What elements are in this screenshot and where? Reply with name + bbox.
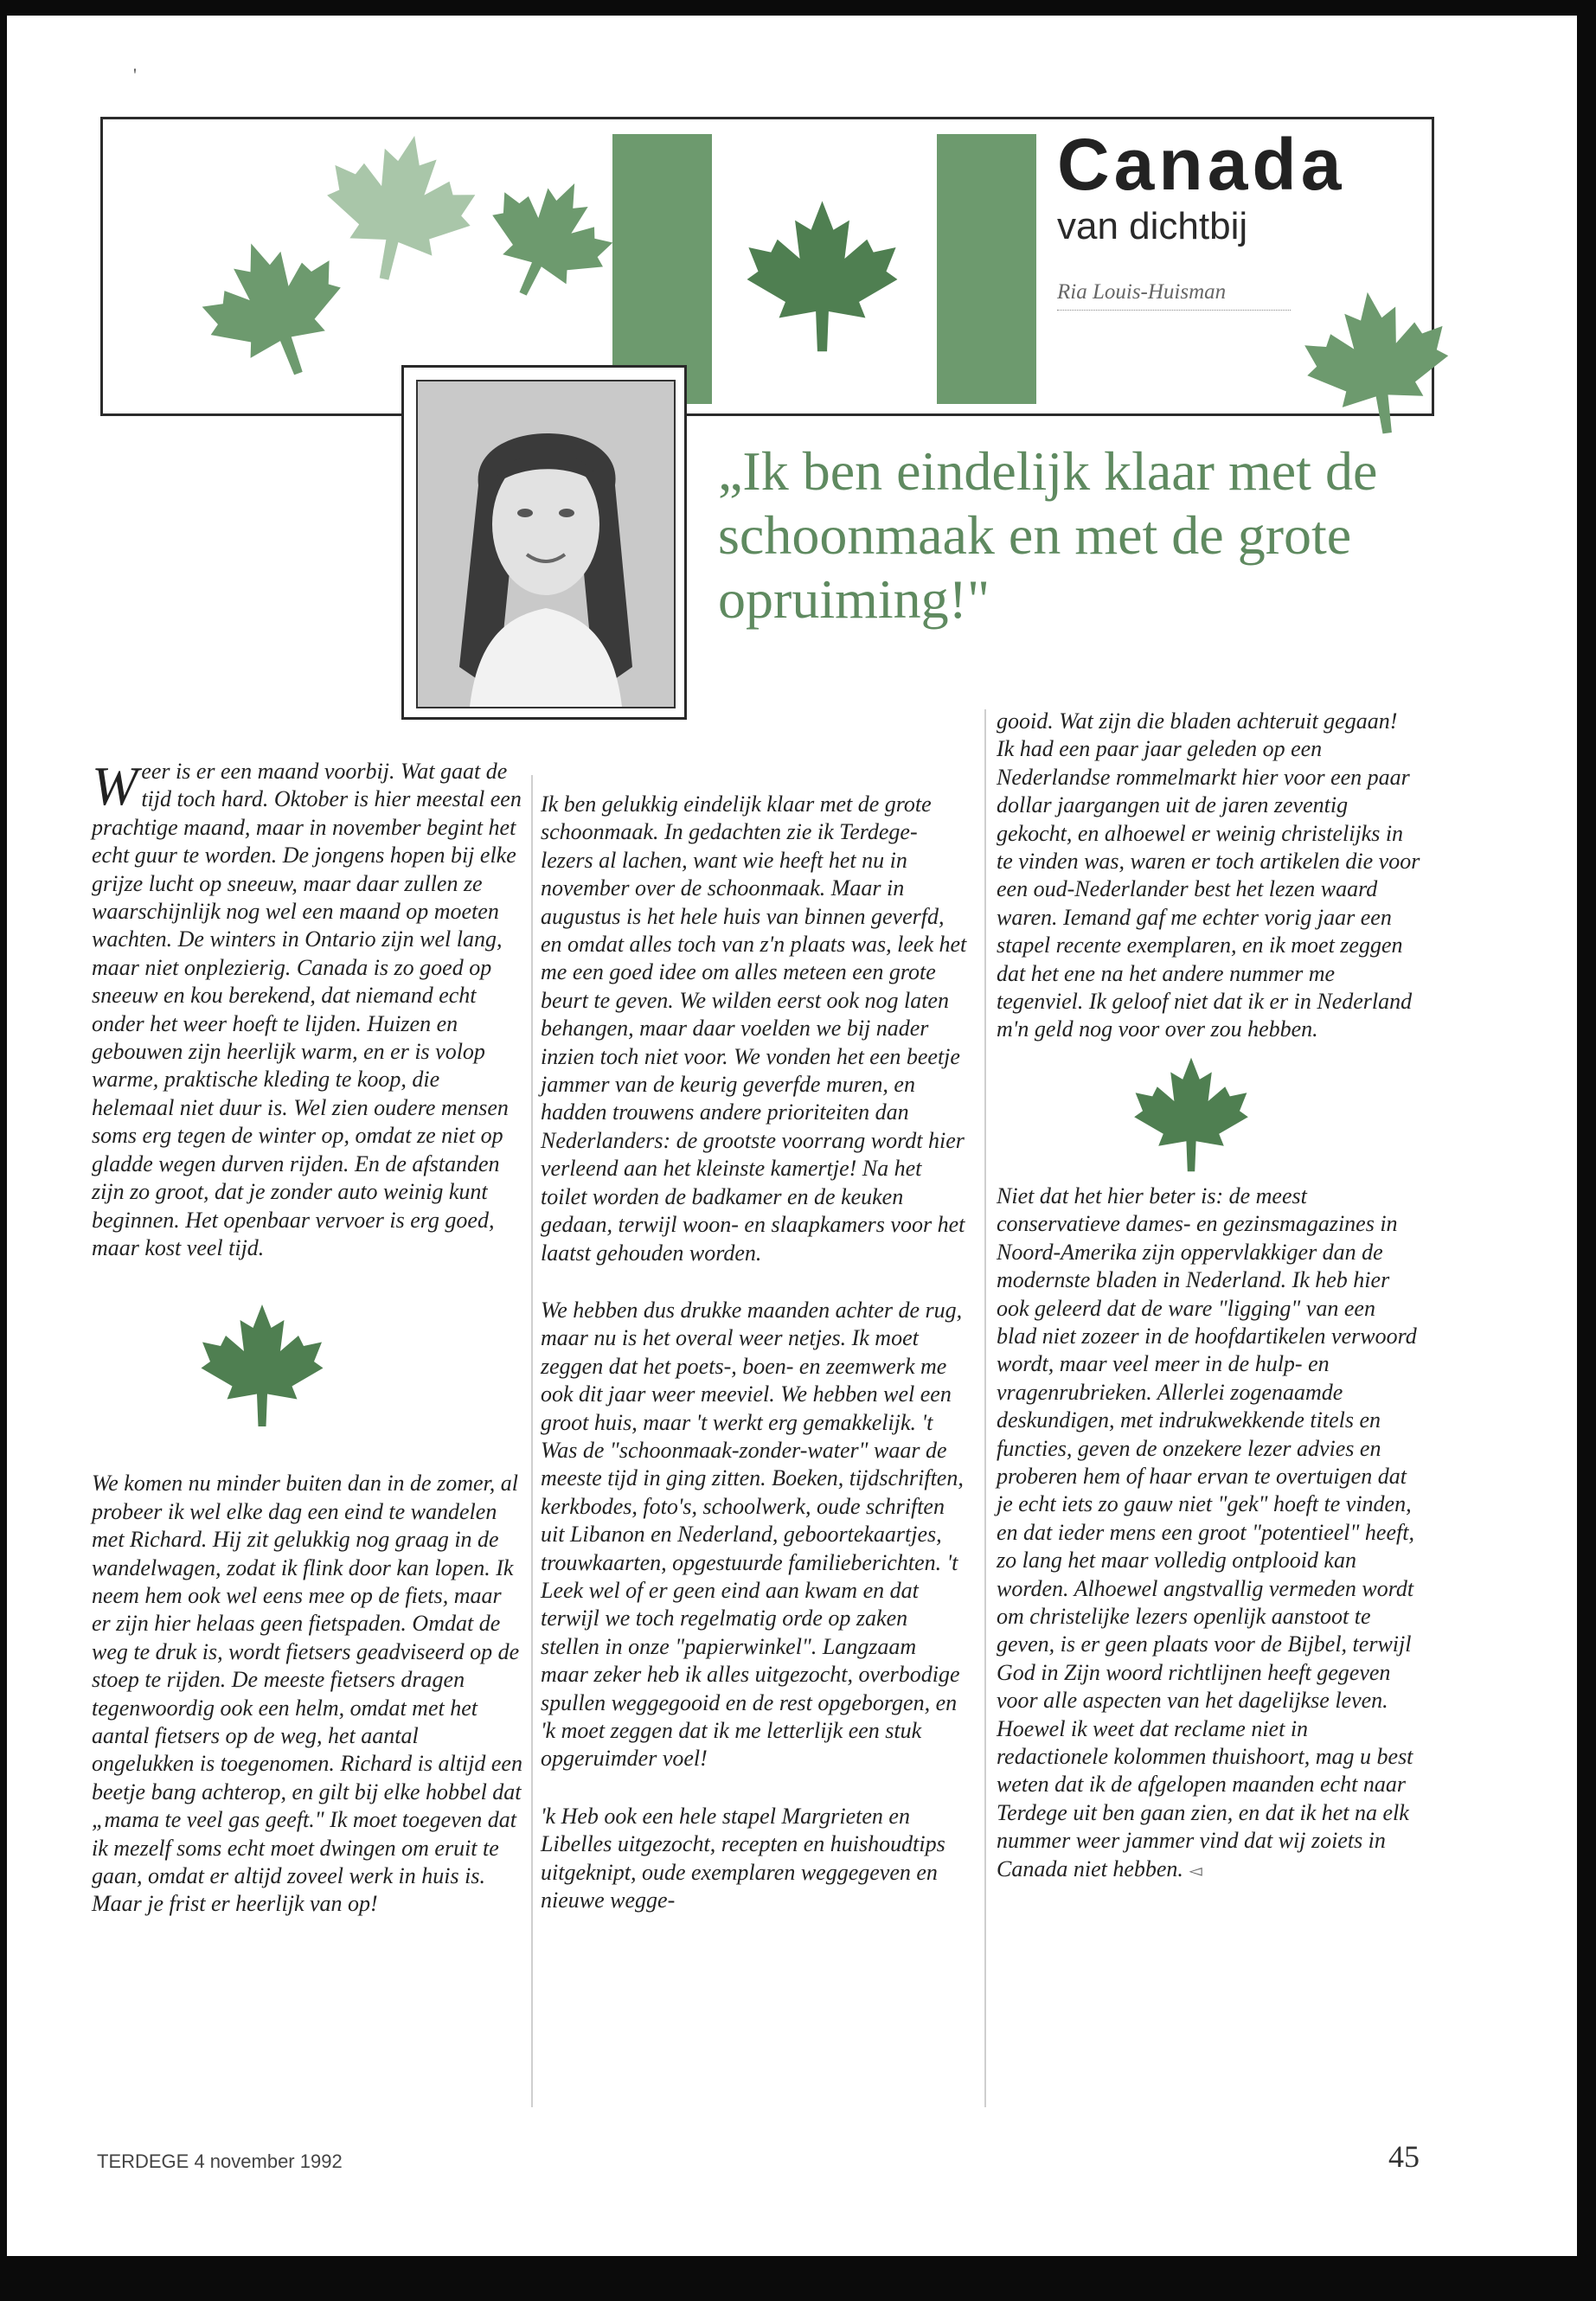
article-paragraph: Ik ben gelukkig eindelijk klaar met de grote schoonmaak. In gedachten zie ik Terdege-lezers al lachen, want wie heeft het nu in november over de schoonmaak. Maar in augustus is het hele huis van binnen geverfd, en omdat alles toch van z'n plaats was, leek het me een goed idee om alles meteen een grote beurt te geven. We wilden eerst ook nog laten behangen, maar daar voelden we bij nader inzien toch niet voor. We vonden het een beetje jammer van de keurig geverfde muren, en hadden trouwens andere prioriteiten dan Nederlanders: de grootste voorrang wordt hier verleend aan het kleinste kamertje! Na het toilet worden de badkamer en de keuken gedaan, terwijl woon- en slaapkamers voor het laatst gehouden worden. (541, 792, 967, 1266)
paragraph-text: Niet dat het hier beter is: de meest conservatieve dames- en gezinsmagazines in Noord-Amerika zijn oppervlakkiger dan de modernste bladen in Nederland. Ik heb hier ook geleerd dat de ware "ligging" van een blad niet zozeer in de hoofdartikelen verwoord wordt, maar veel meer in de hulp- en vragenrubrieken. Allerlei zogenaamde deskundigen, met indrukwekkende titels en functies, geven de onzekere lezer advies en proberen hem of haar ervan te overtuigen dat je echt iets zo gauw niet "gek" hoeft te vinden, en dat ieder mens een groot "potentieel" heeft, zo lang het maar volledig ontplooid kan worden. Alhoewel angstvallig vermeden wordt om christelijke lezers openlijk aanstoot te geven, is er geen plaats voor de Bijbel, terwijl God in Zijn woord richtlijnen heeft gegeven voor alle aspecten van het dagelijkse leven. Hoewel ik weet dat reclame niet in redactionele kolommen thuishoort, mag u best weten dat ik de afgelopen maanden echt naar Terdege uit ben gaan zien, en dat ik het na elk nummer weer jammer vind dat wij zoiets in Canada niet hebben. (997, 1183, 1417, 1881)
article-column-3 (997, 708, 1420, 1885)
drop-cap: W (92, 755, 138, 817)
author-byline: Ria Louis-Huisman (1057, 280, 1291, 311)
scan-border-bottom (0, 2256, 1596, 2301)
page-subtitle: van dichtbij (1057, 205, 1248, 247)
article-paragraph: 'k Heb ook een hele stapel Margrieten en Libelles uitgezocht, recepten en huishoudtips uitgeknipt, oude exemplaren weggegeven en nieuwe wegge- (541, 1803, 945, 1913)
flag-bar-left (612, 134, 712, 404)
page-title: Canada (1057, 124, 1346, 205)
column-divider (984, 709, 986, 2107)
maple-leaf-icon (742, 195, 902, 355)
flag-bar-right (937, 134, 1036, 404)
paragraph-text: eer is er een maand voorbij. Wat gaat de tijd toch hard. Oktober is hier meestal een prachtige maand, maar in november begint het echt guur te worden. De jongens hopen bij elke grijze lucht op sneeuw, maar daar zullen ze waarschijnlijk nog wel een maand op moeten wachten. De winters in Ontario zijn wel lang, maar niet onplezierig. Canada is zo goed op sneeuw en kou berekend, dat niemand echt onder het weer hoeft te lijden. Huizen en gebouwen zijn heerlijk warm, en er is volop warme, praktische kleding te koop, die helemaal niet duur is. Wel zien oudere mensen soms erg tegen de winter op, omdat ze niet op gladde wegen durven rijden. En de afstanden zijn zo groot, dat je zonder auto weinig kunt beginnen. Het openbaar vervoer is erg goed, maar kost veel tijd. (92, 759, 522, 1260)
article-paragraph: gooid. Wat zijn die bladen achteruit gegaan! Ik had een paar jaar geleden op een Nederlandse rommelmarkt hier voor een paar dollar jaargangen uit de jaren zeventig gekocht, en alhoewel er weinig christelijks in te vinden was, waren er toch artikelen die voor een oud-Nederlander best het lezen waard waren. Iemand gaf me echter vorig jaar een stapel recente exemplaren, en ik moet zeggen dat het ene na het andere nummer me tegenviel. Ik geloof niet dat ik er in Nederland m'n geld nog voor over zou hebben. (997, 708, 1420, 1042)
author-photo (416, 380, 676, 708)
footer-publication: TERDEGE 4 november 1992 (97, 2150, 343, 2172)
page-number: 45 (1388, 2139, 1420, 2174)
article-paragraph: We hebben dus drukke maanden achter de rug, maar nu is het overal weer netjes. Ik moet zeggen dat het poets-, boen- en zeemwerk me ook dit jaar weer meeviel. We hebben wel een groot huis, maar 't werkt erg gemakkelijk. 't Was de "schoonmaak-zonder-water" waar de meeste tijd in ging zitten. Boeken, tijdschriften, kerkbodes, foto's, schoolwerk, oude schriften uit Libanon en Nederland, geboortekaartjes, trouwkaarten, opgestuurde familieberichten. 't Leek wel of er geen eind aan kwam en dat terwijl we toch regelmatig orde op zaken stellen in onze "papierwinkel". Langzaam maar zeker heb ik alles uitgezocht, overbodige spullen weggegooid en de rest opgeborgen, en 'k moet zeggen dat ik me letterlijk een stuk opgeruimder voel! (541, 1297, 964, 1772)
scan-border-top (0, 0, 1596, 16)
article-paragraph (92, 755, 524, 1262)
maple-leaf-icon (1131, 1053, 1252, 1174)
scan-mark: ' (133, 64, 137, 86)
maple-leaf-icon (197, 1295, 327, 1433)
title-block (1057, 124, 1420, 311)
leaf-ornament-spacer (997, 1044, 1420, 1183)
article-paragraph: We komen nu minder buiten dan in de zomer, al probeer ik wel elke dag een eind te wandelen met Richard. Hij zit gelukkig nog graag in de wandelwagen, zodat ik flink door kan lopen. Ik neem hem ook wel eens mee op de fiets, maar er zijn hier helaas geen fietspaden. Omdat de weg te druk is, wordt fietsers geadviseerd op de stoep te rijden. De meeste fietsers dragen tegenwoordig ook een helm, omdat met het aantal fietsers op de weg, het aantal ongelukken is toegenomen. Richard is altijd een beetje bang achterop, en gilt bij elke hobbel dat „mama te veel gas geeft." Ik moet toegeven dat ik mezelf soms echt moet dwingen om eruit te gaan, omdat er altijd zoveel werk in huis is. Maar je frist er heerlijk van op! (92, 1471, 522, 1917)
end-mark-icon: ◅ (1189, 1861, 1202, 1881)
leaf-ornament-spacer (92, 1262, 524, 1470)
portrait-image (418, 381, 674, 707)
article-column-1 (92, 755, 524, 1919)
scan-border-left (0, 0, 7, 2301)
article-paragraph (997, 1183, 1420, 1885)
column-divider (531, 775, 533, 2107)
article-column-2 (541, 791, 969, 1914)
author-photo-frame (401, 365, 687, 720)
pull-quote: „Ik ben eindelijk klaar met de schoonmaak en met de grote opruiming!" (718, 440, 1378, 630)
scan-border-right (1577, 0, 1596, 2301)
